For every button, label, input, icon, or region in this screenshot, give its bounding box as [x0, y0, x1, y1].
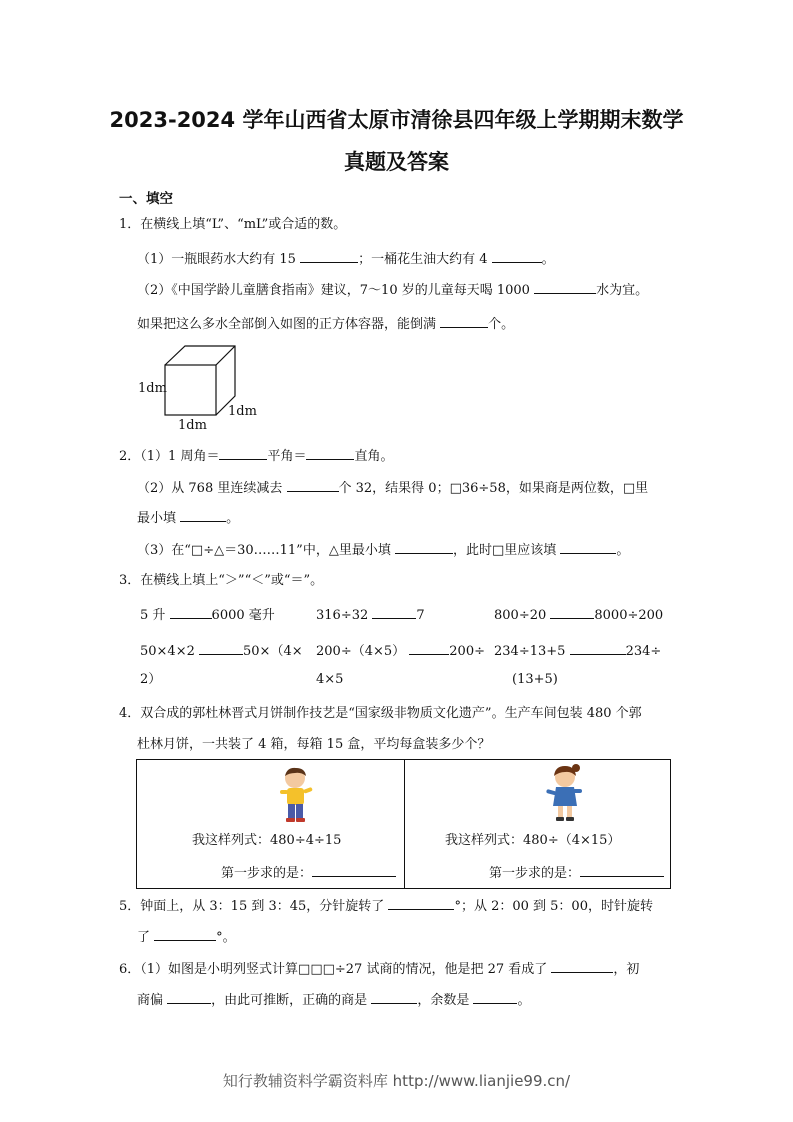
answer-blank[interactable] — [551, 959, 613, 973]
q1-part1: （1）一瓶眼药水大约有 15 ；一桶花生油大约有 4 。 — [137, 249, 555, 269]
cube-label-right: 1dm — [228, 404, 257, 419]
q3-r2c3: 234÷13+5 234÷ — [494, 641, 661, 661]
q1-part2: （2）《中国学龄儿童膳食指南》建议，7～10 岁的儿童每天喝 1000 水为宜。 — [137, 280, 648, 300]
right-formula: 我这样列式：480÷（4×15） — [445, 833, 621, 848]
answer-blank[interactable] — [473, 990, 517, 1004]
q3-r1c3: 800÷20 8000÷200 — [494, 605, 663, 625]
page-footer: 知行教辅资料学霸资料库 http://www.lianjie99.cn/ — [222, 1072, 571, 1090]
q2-part3: （3）在“□÷△＝30……11”中，△里最小填 ，此时□里应该填 。 — [137, 540, 629, 560]
left-step: 第一步求的是： — [221, 863, 396, 883]
boy-illustration — [277, 766, 317, 824]
answer-blank[interactable] — [287, 478, 339, 492]
table-divider — [404, 760, 405, 888]
q3-r1c2: 316÷32 7 — [316, 605, 425, 625]
q3-r2c2-cont: 4×5 — [316, 672, 344, 687]
cube-label-left: 1dm — [138, 381, 167, 396]
q3-r2c3-cont: (13+5) — [512, 672, 558, 687]
answer-blank[interactable] — [580, 863, 664, 877]
answer-blank[interactable] — [388, 896, 454, 910]
answer-blank[interactable] — [570, 641, 626, 655]
answer-blank[interactable] — [560, 540, 616, 554]
q5-line2: 了 °。 — [137, 927, 236, 947]
q3-r2c2: 200÷（4×5） 200÷ — [316, 641, 485, 661]
q3-r2c1: 50×4×2 50×（4× — [140, 641, 303, 661]
girl-illustration — [545, 764, 585, 824]
answer-blank[interactable] — [154, 927, 216, 941]
page-title-line2: 真题及答案 — [344, 150, 449, 174]
answer-blank[interactable] — [300, 249, 358, 263]
answer-blank[interactable] — [409, 641, 449, 655]
q3-r2c1-cont: 2） — [140, 672, 162, 687]
q3-stem: 3．在横线上填上“＞”“＜”或“＝”。 — [119, 573, 324, 588]
answer-blank[interactable] — [312, 863, 396, 877]
q2-part2: （2）从 768 里连续减去 个 32，结果得 0；□36÷58，如果商是两位数，□里 — [137, 478, 648, 498]
q2-part1: 2．（1）1 周角＝ 平角＝ 直角。 — [119, 446, 393, 466]
left-formula: 我这样列式：480÷4÷15 — [192, 833, 342, 848]
answer-blank[interactable] — [492, 249, 542, 263]
q5-line1: 5．钟面上，从 3：15 到 3：45，分针旋转了 °；从 2：00 到 5：00，时针旋转 — [119, 896, 653, 916]
answer-blank[interactable] — [395, 540, 453, 554]
section-heading: 一、填空 — [119, 191, 173, 207]
answer-blank[interactable] — [170, 605, 212, 619]
answer-blank[interactable] — [550, 605, 594, 619]
q2-part2-cont: 最小填 。 — [137, 508, 239, 528]
answer-blank[interactable] — [167, 990, 211, 1004]
answer-blank[interactable] — [219, 446, 267, 460]
answer-blank[interactable] — [440, 314, 488, 328]
q4-answer-table — [136, 759, 671, 889]
page-title-line1: 2023-2024 学年山西省太原市清徐县四年级上学期期末数学 — [109, 108, 684, 132]
q4-line2: 杜林月饼，一共装了 4 箱，每箱 15 盒，平均每盒装多少个？ — [137, 737, 491, 752]
answer-blank[interactable] — [534, 280, 596, 294]
answer-blank[interactable] — [372, 605, 416, 619]
q4-line1: 4．双合成的郭杜林晋式月饼制作技艺是“国家级非物质文化遗产”。生产车间包装 480 个郭 — [119, 706, 642, 721]
answer-blank[interactable] — [371, 990, 417, 1004]
q1-part3: 如果把这么多水全部倒入如图的正方体容器，能倒满 个。 — [137, 314, 514, 334]
right-step: 第一步求的是： — [489, 863, 664, 883]
q6-line2: 商偏 ，由此可推断，正确的商是 ，余数是 。 — [137, 990, 530, 1010]
answer-blank[interactable] — [180, 508, 226, 522]
q1-stem: 1．在横线上填“L”、“mL”或合适的数。 — [119, 217, 347, 232]
answer-blank[interactable] — [199, 641, 243, 655]
cube-label-bottom: 1dm — [178, 418, 207, 433]
q3-r1c1: 5 升 6000 毫升 — [140, 605, 275, 625]
answer-blank[interactable] — [306, 446, 354, 460]
q6-line1: 6．（1）如图是小明列竖式计算□□□÷27 试商的情况，他是把 27 看成了 ，初 — [119, 959, 639, 979]
